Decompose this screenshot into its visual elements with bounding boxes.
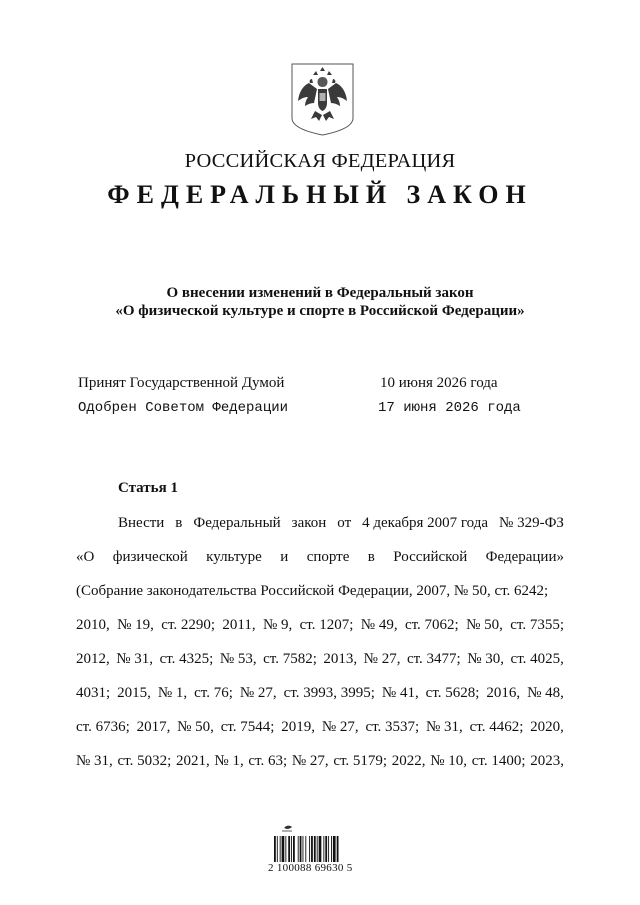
council-approval-date: 17 июня 2026 года [378,400,521,416]
duma-adoption-date: 10 июня 2026 года [380,375,498,391]
duma-adoption-label: Принят Государственной Думой [78,375,285,391]
law-title-line-2: «О физической культуре и спорте в Российской Федерации» [115,303,525,319]
country-name: РОССИЙСКАЯ ФЕДЕРАЦИЯ [184,150,456,172]
article-text-line: «О физической культуре и спорте в Российской Федерации» [76,549,564,565]
article-text-line: Внести в Федеральный закон от 4 декабря 2007 года № 329-ФЗ [118,515,564,531]
article-heading: Статья 1 [118,480,178,496]
article-text-line: 2012, № 31, ст. 4325; № 53, ст. 7582; 2013, № 27, ст. 3477; № 30, ст. 4025, [76,651,564,667]
article-text-line: 2010, № 19, ст. 2290; 2011, № 9, ст. 1207; № 49, ст. 7062; № 50, ст. 7355; [76,617,564,633]
article-text-line: 4031; 2015, № 1, ст. 76; № 27, ст. 3993, 3995; № 41, ст. 5628; 2016, № 48, [76,685,564,701]
article-text-line: (Собрание законодательства Российской Федерации, 2007, № 50, ст. 6242; [76,583,549,599]
council-approval-label: Одобрен Советом Федерации [78,400,289,416]
article-text-line: ст. 6736; 2017, № 50, ст. 7544; 2019, № 27, ст. 3537; № 31, ст. 4462; 2020, [76,719,564,735]
document-type: ФЕДЕРАЛЬНЫЙ ЗАКОН [107,180,533,209]
article-text-line: № 31, ст. 5032; 2021, № 1, ст. 63; № 27, ст. 5179; 2022, № 10, ст. 1400; 2023, [76,753,564,769]
state-emblem-icon [291,63,354,136]
barcode-number: 2 100088 69630 5 [268,862,353,874]
law-title-line-1: О внесении изменений в Федеральный закон [166,285,474,301]
